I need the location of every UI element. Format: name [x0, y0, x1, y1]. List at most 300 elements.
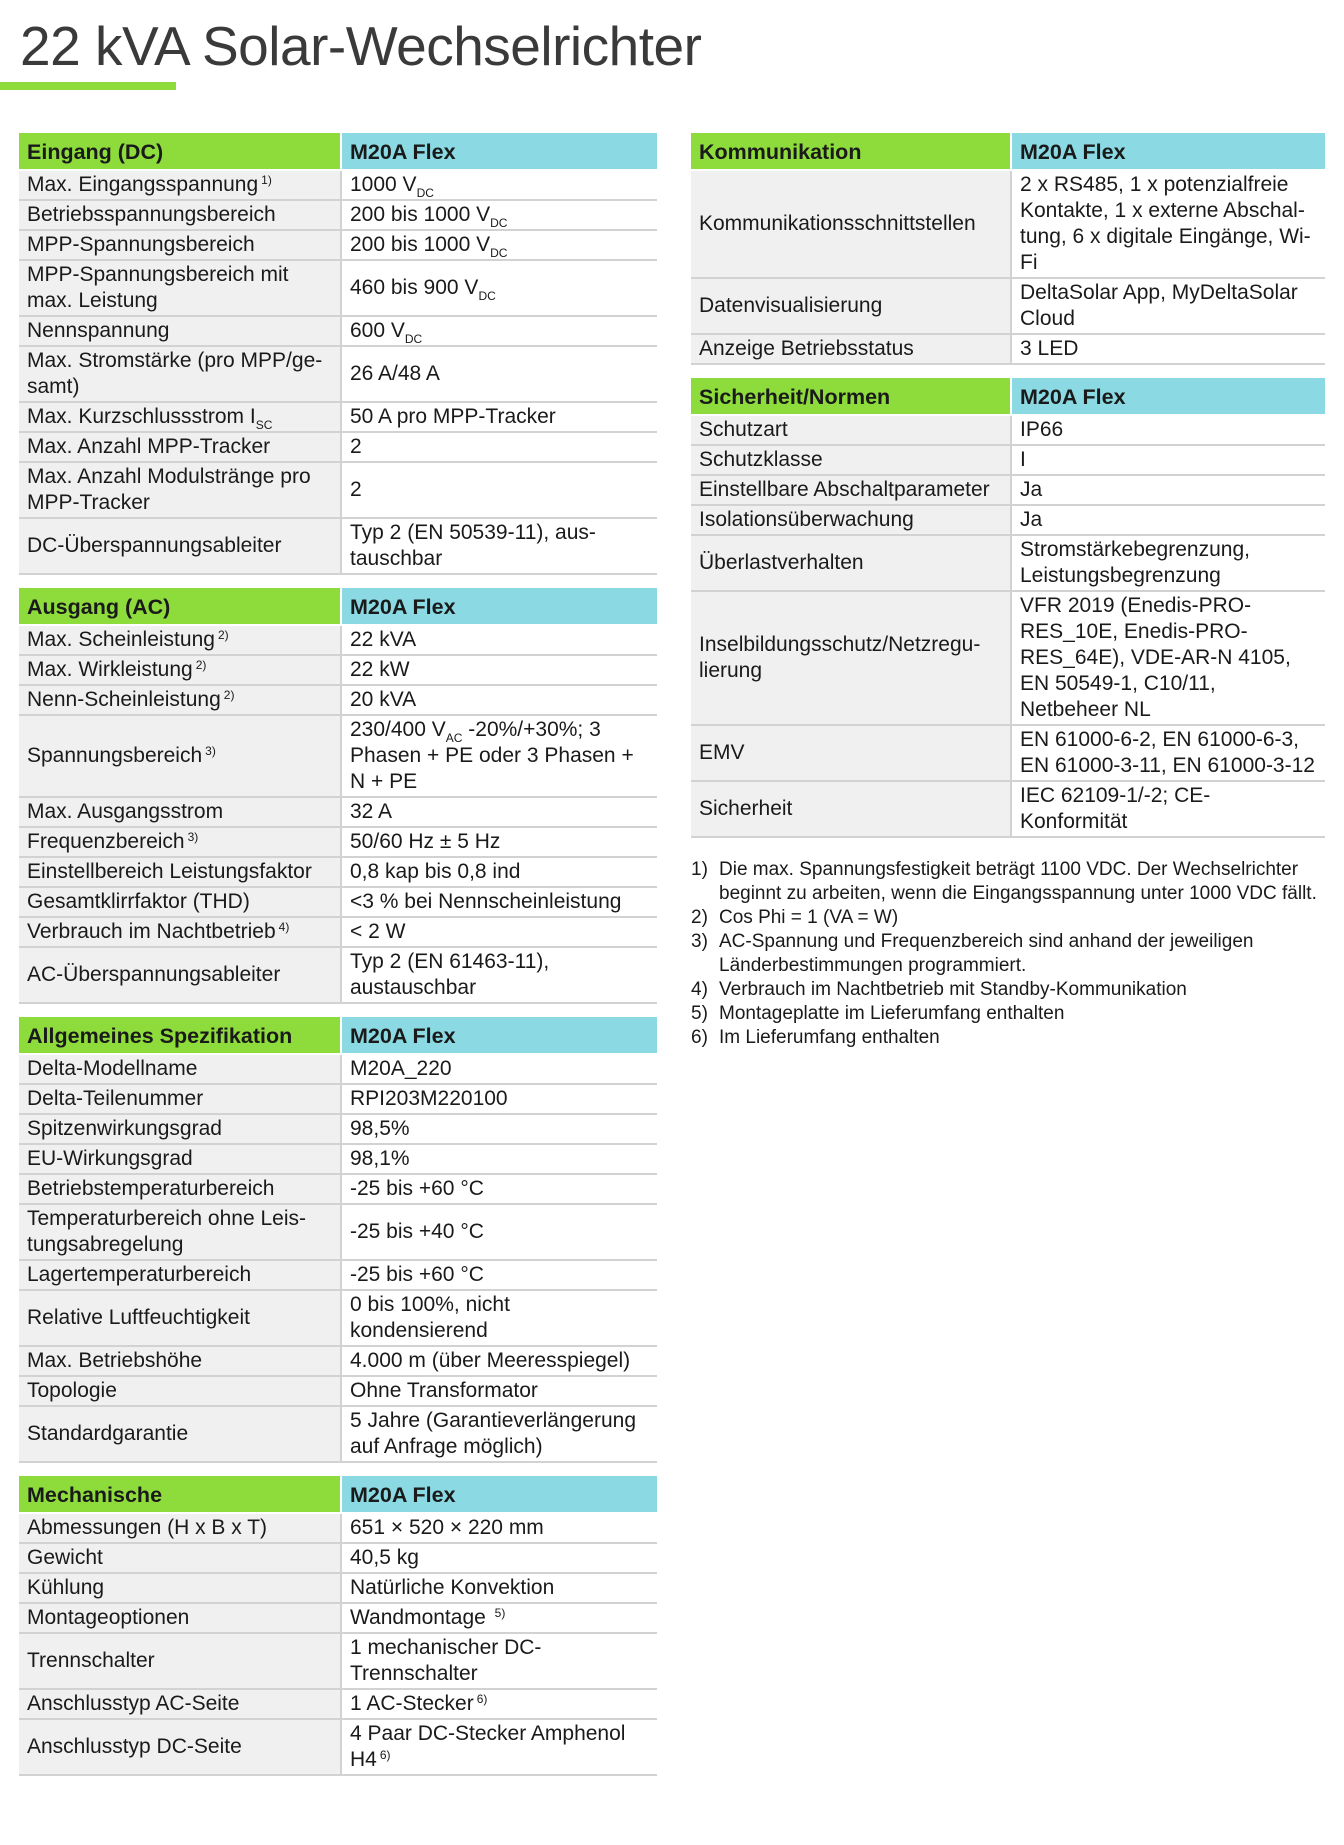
spec-label-cell	[691, 445, 1011, 475]
footnote-item	[691, 978, 1325, 1002]
spec-table-mechanical	[19, 1476, 657, 1776]
spec-label-cell	[19, 655, 341, 685]
spec-label: Trennschalter	[27, 1649, 155, 1672]
table-row	[19, 1513, 657, 1543]
spec-label-cell	[691, 505, 1011, 535]
spec-value: Typ 2 (EN 61463-11), austauschbar	[350, 950, 550, 999]
spec-label-cell	[19, 432, 341, 462]
spec-value: Ja	[1020, 508, 1043, 531]
table-row	[19, 1406, 657, 1462]
value-subscript: DC	[490, 246, 508, 260]
section-header: Sicherheit/Normen	[691, 378, 1011, 415]
footnote-ref: 2)	[217, 628, 229, 642]
spec-label-cell	[691, 781, 1011, 837]
table-row	[691, 170, 1325, 278]
spec-label: Anzeige Betriebsstatus	[699, 337, 914, 360]
footnote-ref: 1)	[261, 173, 272, 187]
spec-label-cell	[691, 535, 1011, 591]
spec-value-cell	[341, 1084, 657, 1114]
spec-value: 2	[350, 435, 362, 458]
spec-label: Delta-Teilenummer	[27, 1087, 204, 1110]
spec-value: 1 AC-Stecker	[350, 1692, 474, 1715]
spec-table-dc	[19, 133, 657, 575]
table-header-row	[19, 1017, 657, 1054]
table-row	[19, 346, 657, 402]
table-row	[19, 887, 657, 917]
spec-value: 200 bis 1000 V	[350, 233, 491, 256]
spec-value: Typ 2 (EN 50539-11), austauschbar	[350, 521, 596, 570]
spec-value: DeltaSolar App, MyDeltaSolar Cloud	[1020, 281, 1298, 330]
spec-value: 230/400 V	[350, 718, 446, 741]
spec-value: VFR 2019 (Enedis-PRO-RES_10E, Enedis-PRO-RES_64E), VDE-AR-N 4105, EN 50549-1, C10/11, Netbeheer NL	[1020, 594, 1291, 721]
spec-value: 460 bis 900 V	[350, 276, 479, 299]
spec-label: Montageoptionen	[27, 1606, 190, 1629]
spec-value-cell	[341, 1290, 657, 1346]
spec-value: I	[1020, 448, 1026, 471]
table-row	[19, 1603, 657, 1633]
table-row	[19, 518, 657, 574]
spec-label: Nennspannung	[27, 319, 170, 342]
spec-label-cell	[19, 887, 341, 917]
spec-label-cell	[19, 917, 341, 947]
spec-label-cell	[19, 402, 341, 432]
spec-label-cell	[19, 1719, 341, 1775]
spec-label-cell	[691, 725, 1011, 781]
spec-label-cell	[19, 200, 341, 230]
value-subscript: DC	[416, 186, 434, 200]
spec-value-cell	[1011, 445, 1325, 475]
spec-value-cell	[341, 1114, 657, 1144]
spec-value: M20A_220	[350, 1057, 452, 1080]
spec-value-cell	[341, 1406, 657, 1462]
spec-value: 26 A/48 A	[350, 362, 440, 385]
spec-label: Anschlusstyp AC-Seite	[27, 1692, 240, 1715]
spec-value-cell	[341, 917, 657, 947]
table-header-row	[19, 133, 657, 170]
spec-value-cell	[341, 1573, 657, 1603]
spec-label: Max. Eingangsspannung	[27, 173, 259, 196]
spec-label: Topologie	[27, 1379, 117, 1402]
spec-value-cell	[341, 947, 657, 1003]
spec-label: Max. Kurzschlussstrom I	[27, 405, 256, 428]
footnote-ref: 5)	[494, 1606, 506, 1620]
spec-value: Ohne Transformator	[350, 1379, 538, 1402]
spec-value-cell	[341, 1174, 657, 1204]
spec-label: Einstellbare Abschaltparameter	[699, 478, 990, 501]
spec-value-cell	[341, 200, 657, 230]
spec-value-cell	[341, 1719, 657, 1775]
spec-label: Max. Scheinleistung	[27, 628, 215, 651]
footnote-number: 2)	[691, 907, 708, 928]
spec-value-cell	[341, 1543, 657, 1573]
spec-label: EMV	[699, 741, 745, 764]
spec-label: Einstellbereich Leistungsfaktor	[27, 860, 312, 883]
section-header: Eingang (DC)	[19, 133, 341, 170]
table-row	[19, 1114, 657, 1144]
spec-label: Überlastverhalten	[699, 551, 864, 574]
spec-label: Gewicht	[27, 1546, 103, 1569]
table-row	[19, 797, 657, 827]
table-row	[691, 535, 1325, 591]
spec-value-cell	[341, 1603, 657, 1633]
spec-value: Ja	[1020, 478, 1043, 501]
spec-label-cell	[19, 346, 341, 402]
spec-label-cell	[19, 1260, 341, 1290]
spec-label: Inselbildungsschutz/Netzregulierung	[699, 633, 981, 682]
spec-value-cell	[341, 1346, 657, 1376]
section-header: Mechanische	[19, 1476, 341, 1513]
footnote-text: Die max. Spannungsfestigkeit beträgt 1100 VDC. Der Wechselrichter beginnt zu arbeiten, wenn die Eingangsspannung unter 1000 VDC fällt.	[719, 859, 1317, 904]
spec-value: IP66	[1020, 418, 1064, 441]
spec-value-cell	[341, 797, 657, 827]
spec-label: Lagertemperaturbereich	[27, 1263, 252, 1286]
model-header: M20A Flex	[341, 1017, 657, 1054]
spec-label: Kühlung	[27, 1576, 105, 1599]
table-row	[691, 334, 1325, 364]
spec-label: Datenvisualisierung	[699, 294, 883, 317]
spec-table-safety	[691, 378, 1325, 838]
spec-table-ac	[19, 588, 657, 1004]
spec-label: Delta-Modellname	[27, 1057, 198, 1080]
spec-label: MPP-Spannungsbereich	[27, 233, 255, 256]
footnote-ref: 6)	[476, 1692, 488, 1706]
value-subscript: DC	[478, 289, 496, 303]
table-row	[19, 1054, 657, 1084]
spec-value-cell	[341, 857, 657, 887]
spec-label-cell	[19, 1573, 341, 1603]
table-row	[19, 1084, 657, 1114]
spec-value-cell	[341, 170, 657, 200]
spec-table-general	[19, 1017, 657, 1463]
spec-value-cell	[341, 316, 657, 346]
spec-value-cell	[341, 685, 657, 715]
spec-value: -25 bis +60 °C	[350, 1263, 484, 1286]
spec-value: IEC 62109-1/-2; CE-Konformität	[1020, 784, 1211, 833]
spec-value: EN 61000-6-2, EN 61000-6-3, EN 61000-3-11, EN 61000-3-12	[1020, 728, 1315, 777]
spec-value: -25 bis +40 °C	[350, 1220, 484, 1243]
table-row	[19, 1689, 657, 1719]
table-row	[691, 475, 1325, 505]
spec-value: 1 mechanischer DC-Trennschalter	[350, 1636, 542, 1685]
table-row	[19, 715, 657, 797]
spec-label-cell	[19, 715, 341, 797]
spec-value-cell	[341, 462, 657, 518]
spec-label-cell	[691, 278, 1011, 334]
spec-value: <3 % bei Nennscheinleistung	[350, 890, 622, 913]
spec-value: 2	[350, 478, 362, 501]
spec-label: Max. Wirkleistung	[27, 658, 193, 681]
table-row	[691, 505, 1325, 535]
spec-label-cell	[19, 1084, 341, 1114]
table-row	[19, 947, 657, 1003]
spec-label-cell	[19, 518, 341, 574]
spec-label: Relative Luftfeuchtigkeit	[27, 1306, 250, 1329]
spec-label: Max. Stromstärke (pro MPP/gesamt)	[27, 349, 323, 398]
footnote-ref: 4)	[278, 920, 290, 934]
footnote-number: 6)	[691, 1027, 708, 1048]
spec-value-cell	[341, 655, 657, 685]
model-header: M20A Flex	[341, 1476, 657, 1513]
table-row	[19, 1346, 657, 1376]
spec-value-cell	[341, 346, 657, 402]
spec-value-cell	[341, 432, 657, 462]
spec-label-cell	[19, 857, 341, 887]
spec-label-cell	[19, 797, 341, 827]
spec-label: Betriebstemperaturbereich	[27, 1177, 275, 1200]
footnotes	[691, 858, 1325, 1050]
spec-value-cell	[341, 260, 657, 316]
footnote-text: Cos Phi = 1 (VA = W)	[719, 907, 899, 928]
spec-value-cell	[1011, 415, 1325, 445]
spec-value-cell	[341, 1633, 657, 1689]
footnote-ref: 3)	[187, 830, 199, 844]
footnote-text: Montageplatte im Lieferumfang enthalten	[719, 1003, 1065, 1024]
table-row	[19, 625, 657, 655]
value-subscript: DC	[404, 332, 423, 346]
footnote-item	[691, 906, 1325, 930]
model-header: M20A Flex	[341, 133, 657, 170]
spec-label: Verbrauch im Nachtbetrieb	[27, 920, 276, 943]
spec-value-cell	[1011, 535, 1325, 591]
spec-label: Nenn-Scheinleistung	[27, 688, 221, 711]
footnote-ref: 6)	[379, 1748, 391, 1762]
table-row	[19, 316, 657, 346]
spec-value: 98,5%	[350, 1117, 410, 1140]
spec-value-cell	[1011, 334, 1325, 364]
spec-value-cell	[341, 887, 657, 917]
spec-value: 22 kW	[350, 658, 410, 681]
spec-value: 40,5 kg	[350, 1546, 419, 1569]
spec-label-cell	[19, 230, 341, 260]
table-row	[691, 278, 1325, 334]
table-header-row	[691, 378, 1325, 415]
table-row	[19, 402, 657, 432]
table-row	[19, 827, 657, 857]
spec-value-cell	[341, 402, 657, 432]
spec-value: Wandmontage	[350, 1606, 492, 1629]
footnote-item	[691, 1026, 1325, 1050]
spec-value-cell	[1011, 505, 1325, 535]
spec-label-cell	[691, 591, 1011, 725]
table-row	[19, 1376, 657, 1406]
table-row	[19, 1719, 657, 1775]
spec-value: 22 kVA	[350, 628, 417, 651]
spec-label-cell	[19, 1633, 341, 1689]
footnote-number: 3)	[691, 931, 708, 952]
spec-value: 32 A	[350, 800, 393, 823]
spec-value: 2 x RS485, 1 x potenzialfreie Kontakte, 1 x externe Abschaltung, 6 x digitale Eingänge, Wi-Fi	[1020, 173, 1311, 274]
title-underline	[0, 82, 176, 90]
spec-label: Max. Ausgangsstrom	[27, 800, 224, 823]
spec-value-cell	[1011, 278, 1325, 334]
spec-label-cell	[19, 1346, 341, 1376]
table-row	[19, 1573, 657, 1603]
value-subscript: AC	[445, 731, 463, 745]
model-header: M20A Flex	[1011, 378, 1325, 415]
table-row	[691, 445, 1325, 475]
spec-label-cell	[19, 1054, 341, 1084]
spec-value: 20 kVA	[350, 688, 417, 711]
spec-value: 0 bis 100%, nicht kondensierend	[350, 1293, 510, 1342]
spec-label-cell	[691, 415, 1011, 445]
table-row	[19, 655, 657, 685]
footnote-number: 5)	[691, 1003, 708, 1024]
spec-value: 600 V	[350, 319, 405, 342]
value-subscript: DC	[490, 216, 508, 230]
model-header: M20A Flex	[341, 588, 657, 625]
spec-label: Spitzenwirkungsgrad	[27, 1117, 222, 1140]
spec-label-cell	[19, 827, 341, 857]
spec-value-cell	[341, 625, 657, 655]
table-row	[19, 857, 657, 887]
spec-label-cell	[691, 475, 1011, 505]
table-row	[19, 1260, 657, 1290]
section-header: Kommunikation	[691, 133, 1011, 170]
spec-label: Anschlusstyp DC-Seite	[27, 1735, 242, 1758]
footnote-text: Verbrauch im Nachtbetrieb mit Standby-Kommunikation	[719, 979, 1187, 1000]
table-row	[19, 1543, 657, 1573]
spec-label-cell	[19, 170, 341, 200]
spec-label: Schutzart	[699, 418, 788, 441]
spec-label-cell	[19, 1376, 341, 1406]
table-row	[19, 462, 657, 518]
spec-value-cont: -20%/+30%; 3 Phasen + PE oder 3 Phasen + N + PE	[350, 718, 634, 793]
table-row	[19, 200, 657, 230]
table-row	[19, 1174, 657, 1204]
spec-value: 3 LED	[1020, 337, 1079, 360]
spec-label: Kommunikationsschnittstellen	[699, 212, 976, 235]
table-row	[691, 591, 1325, 725]
table-row	[19, 1144, 657, 1174]
spec-table-communication	[691, 133, 1325, 365]
footnote-item	[691, 930, 1325, 978]
spec-label: DC-Überspannungsableiter	[27, 534, 282, 557]
spec-value-cell	[341, 1513, 657, 1543]
spec-label-cell	[19, 462, 341, 518]
model-header: M20A Flex	[1011, 133, 1325, 170]
table-row	[691, 415, 1325, 445]
footnote-ref: 2)	[223, 688, 235, 702]
spec-label-cell	[19, 1144, 341, 1174]
footnote-item	[691, 858, 1325, 906]
footnote-number: 1)	[691, 859, 708, 880]
spec-value: 1000 V	[350, 173, 417, 196]
spec-label-cell	[19, 260, 341, 316]
spec-value-cell	[341, 1689, 657, 1719]
spec-value-cell	[341, 1260, 657, 1290]
table-row	[19, 260, 657, 316]
spec-value: 5 Jahre (Garantieverlängerung auf Anfrage möglich)	[350, 1409, 637, 1458]
spec-label-cell	[19, 1543, 341, 1573]
footnote-ref: 3)	[205, 744, 216, 758]
spec-value-cell	[1011, 725, 1325, 781]
left-column	[19, 133, 657, 1789]
right-column	[691, 133, 1325, 1050]
spec-label: MPP-Spannungsbereich mit max. Leistung	[27, 263, 289, 312]
spec-value: 98,1%	[350, 1147, 410, 1170]
spec-label-cell	[19, 1114, 341, 1144]
spec-label-cell	[19, 685, 341, 715]
table-row	[19, 685, 657, 715]
spec-label: Frequenzbereich	[27, 830, 185, 853]
spec-label-cell	[19, 1689, 341, 1719]
spec-label: Isolationsüberwachung	[699, 508, 914, 531]
spec-value: 4.000 m (über Meeresspiegel)	[350, 1349, 631, 1372]
spec-label: Abmessungen (H x B x T)	[27, 1516, 268, 1539]
spec-label-cell	[19, 1603, 341, 1633]
table-row	[19, 1290, 657, 1346]
table-row	[19, 1633, 657, 1689]
spec-value-cell	[341, 827, 657, 857]
spec-value-cell	[1011, 591, 1325, 725]
page-title: 22 kVA Solar-Wechselrichter	[20, 15, 702, 77]
spec-value: 50/60 Hz ± 5 Hz	[350, 830, 501, 853]
spec-label-cell	[19, 1174, 341, 1204]
table-header-row	[691, 133, 1325, 170]
spec-value: 0,8 kap bis 0,8 ind	[350, 860, 521, 883]
table-row	[19, 917, 657, 947]
spec-value-cell	[341, 715, 657, 797]
spec-label: Betriebsspannungsbereich	[27, 203, 276, 226]
table-row	[691, 725, 1325, 781]
footnote-ref: 2)	[195, 658, 207, 672]
spec-value-cell	[341, 1144, 657, 1174]
spec-label: Spannungsbereich	[27, 744, 203, 767]
table-row	[19, 432, 657, 462]
table-row	[19, 1204, 657, 1260]
spec-label-cell	[19, 625, 341, 655]
spec-value-cell	[341, 230, 657, 260]
spec-value: RPI203M220100	[350, 1087, 508, 1110]
spec-value-cell	[1011, 475, 1325, 505]
spec-value: Natürliche Konvektion	[350, 1576, 555, 1599]
spec-label-cell	[19, 1513, 341, 1543]
spec-label: AC-Überspannungsableiter	[27, 963, 281, 986]
spec-label: Schutzklasse	[699, 448, 823, 471]
spec-label: EU-Wirkungsgrad	[27, 1147, 193, 1170]
spec-label: Temperaturbereich ohne Leistungsabregelung	[27, 1207, 306, 1256]
footnote-item	[691, 1002, 1325, 1026]
spec-label-cell	[19, 316, 341, 346]
spec-value-cell	[1011, 781, 1325, 837]
footnote-text: AC-Spannung und Frequenzbereich sind anhand der jeweiligen Länderbestimmungen programmiert.	[719, 931, 1254, 976]
spec-value: 651 × 520 × 220 mm	[350, 1516, 544, 1539]
spec-value-cell	[341, 1204, 657, 1260]
spec-label-cell	[19, 1406, 341, 1462]
table-row	[19, 170, 657, 200]
spec-value: 4 Paar DC-Stecker Amphenol H4	[350, 1722, 626, 1771]
spec-value: 50 A pro MPP-Tracker	[350, 405, 556, 428]
table-header-row	[19, 1476, 657, 1513]
footnote-text: Im Lieferumfang enthalten	[719, 1027, 940, 1048]
table-row	[19, 230, 657, 260]
spec-value-cell	[341, 518, 657, 574]
table-row	[691, 781, 1325, 837]
spec-label-cell	[19, 1290, 341, 1346]
spec-label: Max. Anzahl Modulstränge pro MPP-Tracker	[27, 465, 311, 514]
spec-label-cell	[691, 170, 1011, 278]
spec-label: Sicherheit	[699, 797, 793, 820]
section-header: Ausgang (AC)	[19, 588, 341, 625]
table-header-row	[19, 588, 657, 625]
spec-label: Standardgarantie	[27, 1422, 189, 1445]
spec-label: Max. Anzahl MPP-Tracker	[27, 435, 271, 458]
spec-value-cell	[341, 1376, 657, 1406]
spec-label: Max. Betriebshöhe	[27, 1349, 203, 1372]
label-subscript: SC	[255, 418, 273, 432]
spec-value: -25 bis +60 °C	[350, 1177, 484, 1200]
spec-label-cell	[19, 947, 341, 1003]
